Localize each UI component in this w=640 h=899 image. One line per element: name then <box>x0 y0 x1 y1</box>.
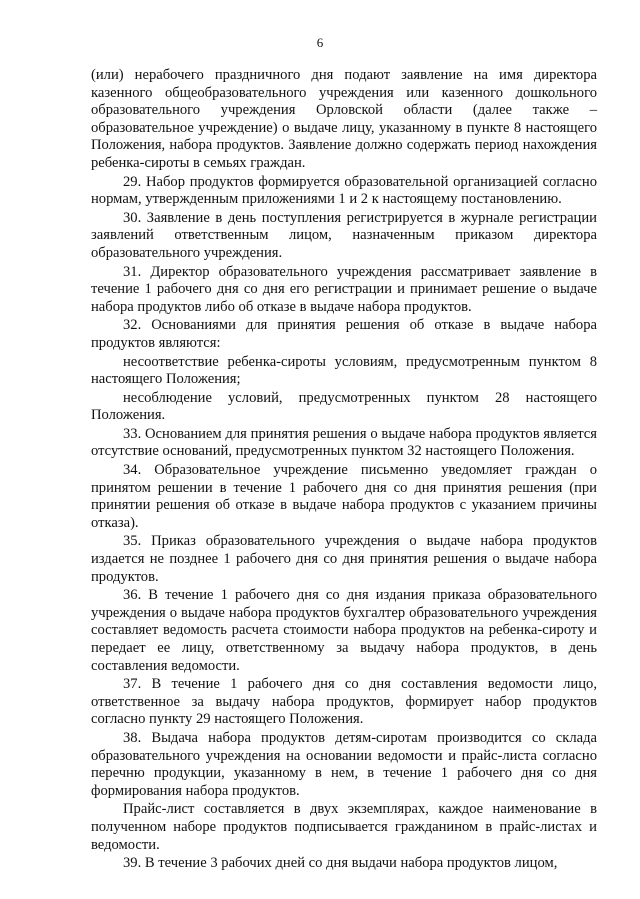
paragraph-37: 37. В течение 1 рабочего дня со дня составления ведомости лицо, ответственное за выдачу набора продуктов, формирует набор продуктов согласно пункту 29 настоящего Положения. <box>91 676 597 728</box>
paragraph-38-price-list: Прайс-лист составляется в двух экземплярах, каждое наименование в полученном наборе продуктов подписывается гражданином в прайс-листах и ведомости. <box>91 801 597 853</box>
paragraph-continuation: (или) нерабочего праздничного дня подают заявление на имя директора казенного общеобразовательного учреждения или казенного дошкольного образовательного учреждения Орловской области (далее также – образовательное учреждение) о выдаче лицу, указанному в пункте 8 настоящего Положения, набора продуктов. Заявление должно содержать период нахождения ребенка-сироты в семьях граждан. <box>91 67 597 171</box>
paragraph-33: 33. Основанием для принятия решения о выдаче набора продуктов является отсутствие оснований, предусмотренных пунктом 32 настоящего Положения. <box>91 425 597 460</box>
paragraph-31: 31. Директор образовательного учреждения рассматривает заявление в течение 1 рабочего дня со дня его регистрации и принимает решение о выдаче набора продуктов либо об отказе в выдаче набора продуктов. <box>91 263 597 315</box>
page-number: 6 <box>316 35 324 50</box>
document-body <box>91 67 597 874</box>
paragraph-36: 36. В течение 1 рабочего дня со дня издания приказа образовательного учреждения о выдаче набора продуктов бухгалтер образовательного учреждения составляет ведомость расчета стоимости набора продуктов на ребенка-сироту и передает ее лицу, ответственному за выдачу набора продуктов, в день составления ведомости. <box>91 587 597 674</box>
paragraph-38: 38. Выдача набора продуктов детям-сиротам производится со склада образовательного учреждения на основании ведомости и прайс-листа согласно перечню продукции, указанному в нем, в течение 1 рабочего дня со дня формирования набора продуктов. <box>91 729 597 799</box>
paragraph-30: 30. Заявление в день поступления регистрируется в журнале регистрации заявлений ответственным лицом, назначенным приказом директора образовательного учреждения. <box>91 209 597 261</box>
paragraph-32-item-1: несоответствие ребенка-сироты условиям, предусмотренным пунктом 8 настоящего Положения; <box>91 353 597 388</box>
paragraph-32: 32. Основаниями для принятия решения об отказе в выдаче набора продуктов являются: <box>91 317 597 351</box>
paragraph-32-item-2: несоблюдение условий, предусмотренных пунктом 28 настоящего Положения. <box>91 389 597 424</box>
paragraph-34: 34. Образовательное учреждение письменно уведомляет граждан о принятом решении в течение 1 рабочего дня со дня принятия решения (при принятии решения об отказе в выдаче набора продуктов с указанием причины отказа). <box>91 462 597 531</box>
paragraph-35: 35. Приказ образовательного учреждения о выдаче набора продуктов издается не позднее 1 рабочего дня со дня принятия решения о выдаче набора продуктов. <box>91 533 597 585</box>
paragraph-29: 29. Набор продуктов формируется образовательной организацией согласно нормам, утвержденным приложениями 1 и 2 к настоящему постановлению. <box>91 173 597 208</box>
paragraph-39: 39. В течение 3 рабочих дней со дня выдачи набора продуктов лицом, <box>123 855 558 872</box>
